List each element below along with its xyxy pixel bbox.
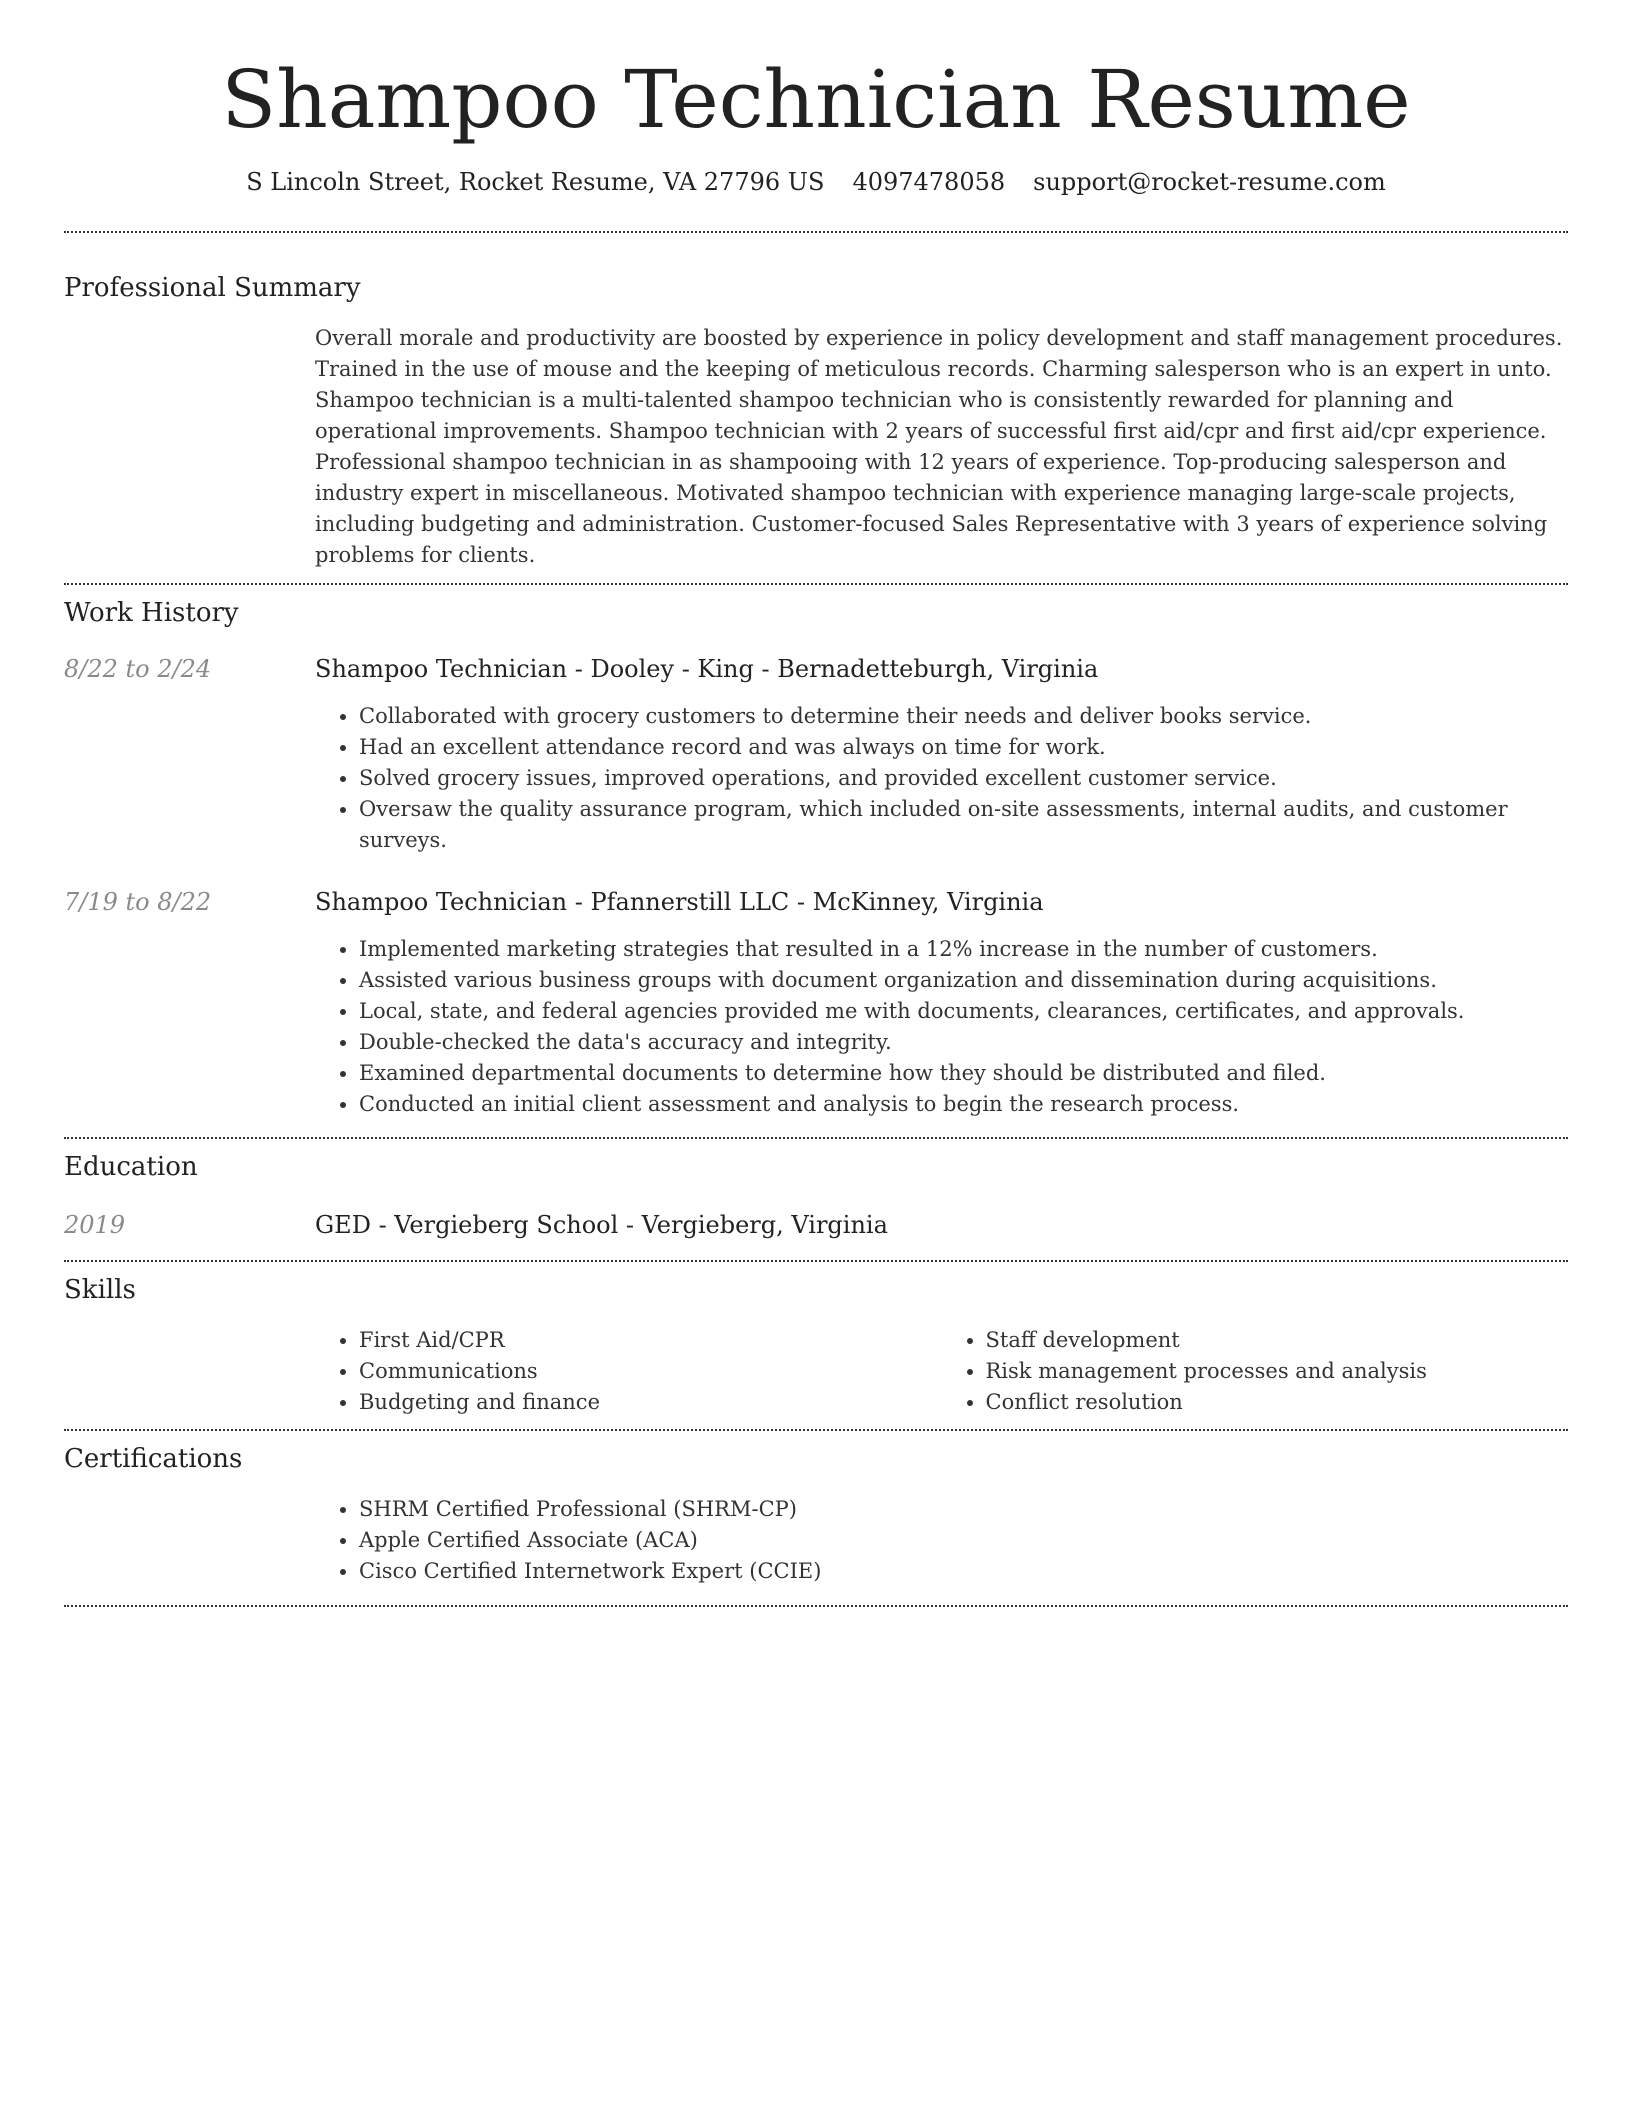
list-item: • Examined departmental documents to determine how they should be distributed and filed. bbox=[359, 1058, 1568, 1089]
skill-item: • Conflict resolution bbox=[986, 1387, 1569, 1418]
certification-item: • Apple Certified Associate (ACA) bbox=[359, 1525, 1568, 1556]
education-entry bbox=[64, 1209, 1568, 1241]
contact-phone: 4097478058 bbox=[852, 168, 1006, 196]
job-title: Shampoo Technician - Pfannerstill LLC - McKinney, Virginia bbox=[315, 888, 1044, 916]
section-title-certifications: Certifications bbox=[64, 1444, 243, 1474]
job-entry bbox=[64, 886, 1568, 1120]
skill-item: • Communications bbox=[359, 1356, 942, 1387]
skills-section bbox=[64, 1262, 1568, 1418]
list-item: • Had an excellent attendance record and was always on time for work. bbox=[359, 732, 1568, 763]
list-item: • Double-checked the data's accuracy and integrity. bbox=[359, 1027, 1568, 1058]
section-title-skills: Skills bbox=[64, 1275, 136, 1305]
resume-title: Shampoo Technician Resume bbox=[221, 53, 1411, 146]
certifications-section bbox=[64, 1431, 1568, 1587]
contact-email[interactable]: support@rocket-resume.com bbox=[1033, 168, 1386, 196]
job-bullets bbox=[315, 701, 1568, 856]
education-year: 2019 bbox=[64, 1211, 126, 1239]
skills-list-left bbox=[315, 1325, 942, 1418]
job-bullets bbox=[315, 934, 1568, 1120]
job-dates: 8/22 to 2/24 bbox=[64, 655, 212, 683]
contact-address: S Lincoln Street, Rocket Resume, VA 27796 US bbox=[246, 168, 825, 196]
certification-item: • SHRM Certified Professional (SHRM-CP) bbox=[359, 1494, 1568, 1525]
skill-item: • Staff development bbox=[986, 1325, 1569, 1356]
work-history-section bbox=[64, 585, 1568, 1120]
resume-page bbox=[64, 0, 1568, 1607]
contact-line bbox=[64, 166, 1568, 198]
list-item: • Oversaw the quality assurance program, which included on-site assessments, internal audits, and customer surveys. bbox=[359, 794, 1568, 856]
section-title-education: Education bbox=[64, 1152, 198, 1182]
certifications-list bbox=[315, 1494, 1568, 1587]
skills-list-right bbox=[942, 1325, 1569, 1418]
skill-item: • First Aid/CPR bbox=[359, 1325, 942, 1356]
list-item: • Conducted an initial client assessment and analysis to begin the research process. bbox=[359, 1089, 1568, 1120]
list-item: • Implemented marketing strategies that resulted in a 12% increase in the number of customers. bbox=[359, 934, 1568, 965]
job-dates: 7/19 to 8/22 bbox=[64, 888, 212, 916]
summary-text: Overall morale and productivity are boosted by experience in policy development and staff management procedures. Trained in the use of mouse and the keeping of meticulous records. Charming salesperson who is an expert in unto. Shampoo technician is a multi-talented shampoo technician who is consistently rewarded for planning and operational improvements. Shampoo technician with 2 years of successful first aid/cpr and first aid/cpr experience. Professional shampoo technician in as shampooing with 12 years of experience. Top-producing salesperson and industry expert in miscellaneous. Motivated shampoo technician with experience managing large-scale projects, including budgeting and administration. Customer-focused Sales Representative with 3 years of experience solving problems for clients. bbox=[315, 326, 1563, 567]
certification-item: • Cisco Certified Internetwork Expert (CCIE) bbox=[359, 1556, 1568, 1587]
list-item: • Solved grocery issues, improved operations, and provided excellent customer service. bbox=[359, 763, 1568, 794]
section-title-summary: Professional Summary bbox=[64, 273, 361, 303]
divider bbox=[64, 1605, 1568, 1607]
summary-section bbox=[64, 233, 1568, 571]
skill-item: • Budgeting and finance bbox=[359, 1387, 942, 1418]
education-section bbox=[64, 1139, 1568, 1241]
skill-item: • Risk management processes and analysis bbox=[986, 1356, 1569, 1387]
job-title: Shampoo Technician - Dooley - King - Bernadetteburgh, Virginia bbox=[315, 655, 1099, 683]
list-item: • Collaborated with grocery customers to determine their needs and deliver books service. bbox=[359, 701, 1568, 732]
section-title-work: Work History bbox=[64, 598, 239, 628]
list-item: • Assisted various business groups with document organization and dissemination during acquisitions. bbox=[359, 965, 1568, 996]
education-degree: GED - Vergieberg School - Vergieberg, Virginia bbox=[315, 1211, 888, 1239]
job-entry bbox=[64, 653, 1568, 856]
list-item: • Local, state, and federal agencies provided me with documents, clearances, certificates, and approvals. bbox=[359, 996, 1568, 1027]
